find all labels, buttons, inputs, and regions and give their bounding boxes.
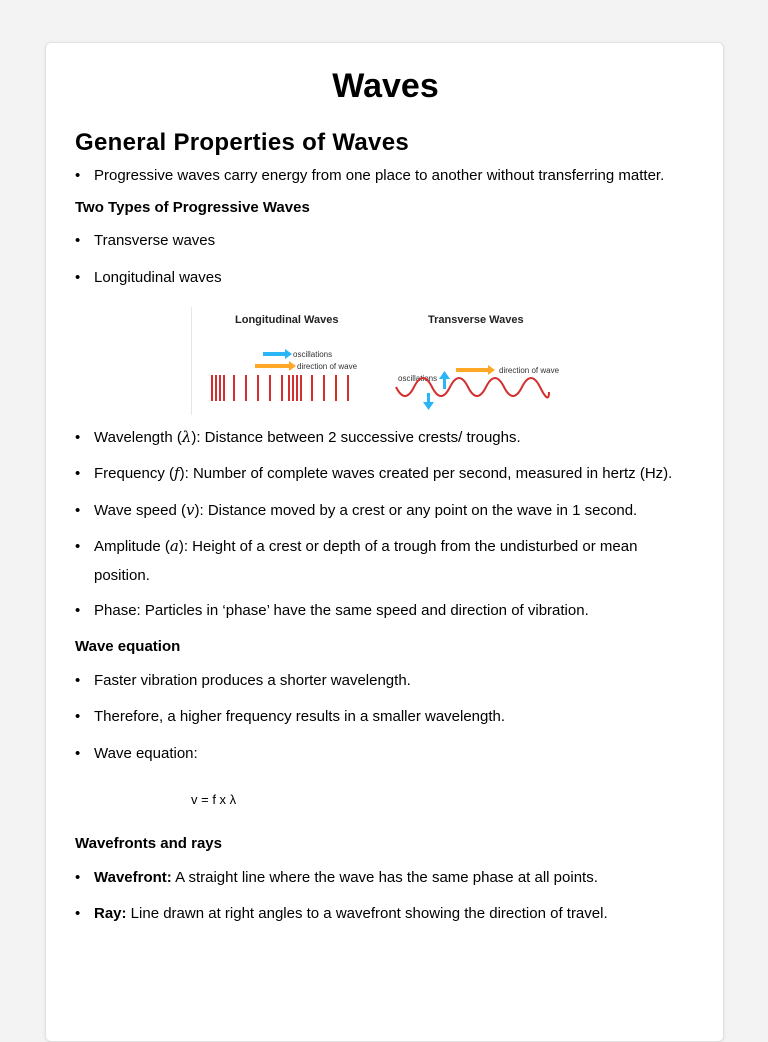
up-arrow-icon (439, 371, 450, 389)
symbol-lambda: λ (181, 428, 192, 446)
list-item (75, 268, 222, 288)
list-item (75, 536, 695, 586)
bullet: • (75, 708, 81, 725)
bullet: • (75, 429, 81, 446)
property-text: ): Height of a crest or depth of a trough from the undisturbed or mean (178, 538, 638, 555)
property-continuation: position. (94, 567, 150, 584)
property-text: ): Distance between 2 successive crests/ troughs. (191, 429, 521, 446)
list-item (75, 500, 637, 521)
property-prefix: Amplitude ( (94, 538, 170, 555)
wavefront-text: A straight line where the wave has the same phase at all points. (171, 869, 598, 886)
symbol-v: v (186, 501, 195, 519)
type-longitudinal: Longitudinal waves (94, 269, 222, 286)
bullet: • (75, 672, 81, 689)
wave-eq-text: Therefore, a higher frequency results in a smaller wavelength. (94, 708, 506, 725)
list-item (75, 744, 198, 764)
direction-arrow-icon (456, 365, 495, 375)
bullet: • (75, 502, 81, 519)
wave-eq-text: Wave equation: (94, 745, 198, 762)
list-item (75, 601, 589, 621)
bullet: • (75, 745, 81, 762)
waves-figure (191, 307, 591, 415)
property-prefix: Wave speed ( (94, 502, 186, 519)
bullet: • (75, 167, 81, 184)
bullet: • (75, 232, 81, 249)
intro-text: Progressive waves carry energy from one place to another without transferring matter. (94, 167, 665, 184)
oscillations-label: oscillations (293, 350, 333, 359)
property-text: Phase: Particles in ‘phase’ have the same speed and direction of vibration. (94, 602, 589, 619)
list-item (75, 166, 664, 186)
section-title: General Properties of Waves (75, 129, 409, 156)
list-item (75, 707, 505, 727)
oscillations-label-2: oscillations (398, 374, 438, 383)
ray-term: Ray: (94, 905, 127, 922)
wavefronts-heading: Wavefronts and rays (75, 835, 222, 852)
list-item (75, 463, 672, 484)
longitudinal-wave-lines (212, 375, 348, 401)
bullet: • (75, 869, 81, 886)
direction-label-2: direction of wave (499, 366, 560, 375)
list-item (75, 231, 215, 251)
bullet: • (75, 602, 81, 619)
document-card (45, 42, 724, 1042)
transverse-wave-line (396, 378, 549, 397)
type-transverse: Transverse waves (94, 232, 216, 249)
property-text: ): Number of complete waves created per second, measured in hertz (Hz). (179, 465, 673, 482)
longitudinal-title: Longitudinal Waves (235, 314, 339, 326)
bullet: • (75, 269, 81, 286)
symbol-f: f (174, 464, 180, 482)
page-title: Waves (332, 67, 439, 105)
list-item (75, 868, 598, 888)
wave-eq-heading: Wave equation (75, 638, 181, 655)
oscillation-arrow-icon (263, 349, 292, 359)
bullet: • (75, 905, 81, 922)
list-item (75, 904, 608, 924)
property-prefix: Frequency ( (94, 465, 175, 482)
bullet: • (75, 538, 81, 555)
transverse-title: Transverse Waves (428, 314, 524, 326)
property-prefix: Wavelength ( (94, 429, 182, 446)
direction-arrow-icon (255, 361, 296, 371)
list-item (75, 671, 411, 691)
ray-text: Line drawn at right angles to a wavefront showing the direction of travel. (126, 905, 608, 922)
wavefront-term: Wavefront: (94, 869, 172, 886)
bullet: • (75, 465, 81, 482)
down-arrow-icon (423, 393, 434, 410)
property-text: ): Distance moved by a crest or any point on the wave in 1 second. (194, 502, 638, 519)
wave-equation: v = f x λ (191, 792, 237, 807)
direction-label: direction of wave (297, 362, 358, 371)
wave-eq-text: Faster vibration produces a shorter wavelength. (94, 672, 411, 689)
symbol-a: a (169, 537, 179, 555)
waves-diagram (191, 307, 591, 415)
list-item (75, 427, 521, 448)
types-heading: Two Types of Progressive Waves (75, 199, 310, 216)
